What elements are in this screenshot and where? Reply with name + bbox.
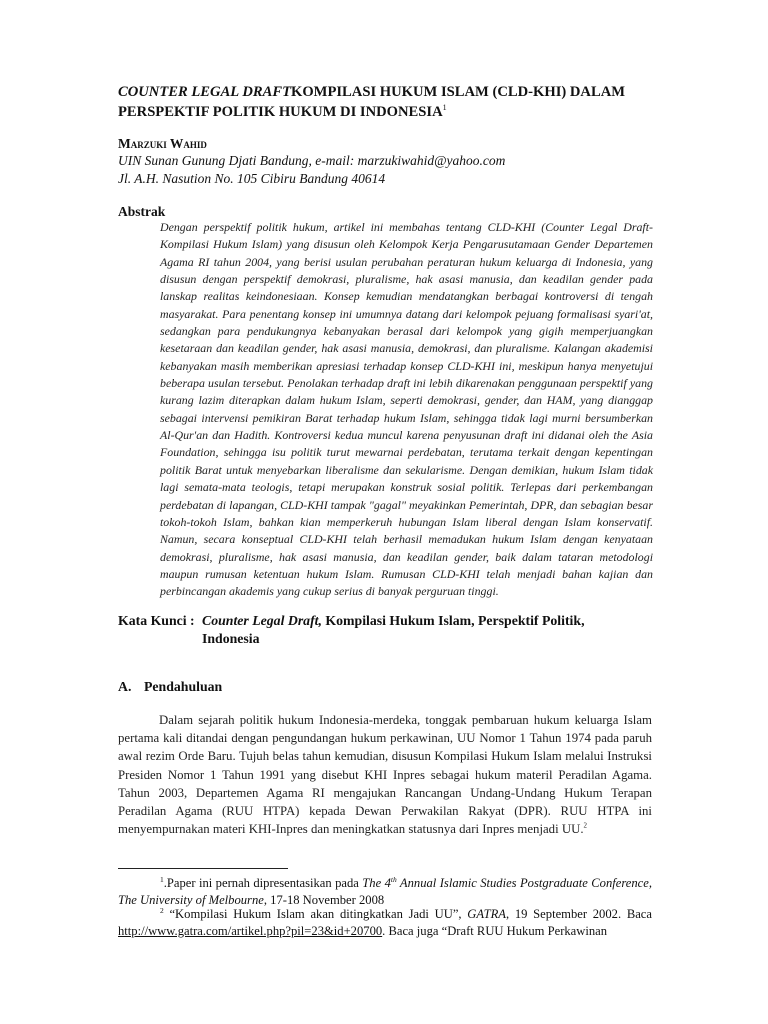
abstract-heading: Abstrak [118,204,166,219]
body-paragraph-text: Dalam sejarah politik hukum Indonesia-merdeka, tonggak pembaruan hukum keluarga Islam pertama kali ditandai dengan pengundangan hukum perkawinan, UU Nomor 1 Tahun 1974 pada paruh awal rezim Orde Baru. Tujuh belas tahun kemudian, disusun Kompilasi Hukum Islam melalui Instruksi Presiden Nomor 1 Tahun 1991 yang disebut KHI Inpres sebagai hukum materil Peradilan Agama. Tahun 2003, Departemen Agama RI mengajukan Rancangan Undang-Undang Hukum Terapan Peradilan Agama (RUU HTPA) kepada Dewan Perwakilan Rakyat (DPR). RUU HTPA ini menyempurnakan materi KHI-Inpres dan meningkatkan statusnya dari Inpres menjadi UU. [118,713,652,837]
abstract-text: Dengan perspektif politik hukum, artikel ini membahas tentang CLD-KHI (Counter Legal Draft-Kompilasi Hukum Islam) yang disusun oleh Kelompok Kerja Pengarusutamaan Gender Departemen Agama RI tahun 2004, yang berisi usulan perubahan peraturan hukum keluarga di Indonesia, yang disusun dengan perspektif demokrasi, pluralisme, hak asasi manusia, dan keadilan gender pada lanskap realitas keindonesiaan. Konsep kemudian mendatangkan berbagai kontroversi di tengah masyarakat. Para penentang konsep ini umumnya datang dari kelompok pejuang formalisasi syari'at, sedangkan para pendukungnya kebanyakan berasal dari kelompok yang gigih memperjuangkan kesetaraan dan keadilan gender, hak asasi manusia, demokrasi, dan pluralisme. Kalangan akademisi kebanyakan masih memberikan apresiasi terhadap konsep CLD-KHI ini, meskipun hanya menyetujui beberapa usulan tersebut. Penolakan terhadap draft ini lebih dikarenakan penggunaan perspektif yang kurang lazim diterapkan dalam hukum Islam, seperti demokrasi, gender, dan HAM, yang dianggap sebagai intervensi pemikiran Barat terhadap hukum Islam, sehingga tidak lagi murni bersumberkan Al-Qur'an dan Hadith. Kontroversi kedua muncul karena penyusunan draft ini didanai oleh the Asia Foundation, sehingga isu politik turut mewarnai perdebatan, terutama terkait dengan kepentingan politik Barat untuk menyebarkan liberalisme dan sekularisme. Dengan demikian, hukum Islam tidak lagi semata-mata teologis, tetapi merupakan konstruk sosial politik. Terlepas dari perkembangan perdebatan di lapangan, CLD-KHI tampak "gagal" meyakinkan Pemerintah, DPR, dan sebagian besar tokoh-tokoh Islam, bahkan kian memperkeruh hubungan Islam liberal dengan Islam konservatif. Namun, secara konseptual CLD-KHI telah berhasil memadukan hukum Islam dengan kenyataan demokrasi, pluralisme, hak asasi manusia, dan keadilan gender, baik dalam tataran metodologi maupun rumusan ketentuan hukum Islam. Rumusan CLD-KHI telah menjadi bahan kajian dan perbincangan akademis yang cukup serius di banyak perguruan tinggi. [160,220,653,599]
author-address: Jl. A.H. Nasution No. 105 Cibiru Bandung 40614 [118,171,386,186]
footnote-2-link[interactable]: http://www.gatra.com/artikel.php?pil=23&id+20700 [118,924,383,938]
author-name: Marzuki Wahid [118,136,207,151]
footnote-2-mark: 2 [160,905,164,915]
footnote-2 [118,906,652,940]
footnote-1 [118,875,652,909]
title-italic-part: COUNTER LEGAL DRAFT [118,84,291,100]
footnote-1-mark: 1 [160,874,164,884]
body-paragraph [118,711,652,838]
footnote-1-italic-b: Annual Islamic Studies Postgraduate Conference, The University of Melbourne [118,876,652,907]
body-footnote-ref[interactable]: 2 [583,821,588,830]
title-line-1: KOMPILASI HUKUM ISLAM (CLD-KHI) DALAM [290,84,626,100]
title-footnote-ref[interactable]: 1 [442,103,447,113]
footnote-2-mid: , 19 September 2002. Baca [506,907,652,921]
footnote-2-post: . Baca juga “Draft RUU Hukum Perkawinan [382,924,608,938]
keywords-label: Kata Kunci : [118,613,195,628]
author-affiliation: UIN Sunan Gunung Djati Bandung, e-mail: marzukiwahid@yahoo.com [118,153,506,168]
section-title: Pendahuluan [144,679,223,694]
footnote-1-pre: .Paper ini pernah dipresentasikan pada [163,876,363,890]
footnote-1-sup: th [390,874,397,884]
keywords-rest: Kompilasi Hukum Islam, Perspektif Politik, Indonesia [202,613,585,646]
paper-title [118,82,658,122]
keywords-list [202,612,622,648]
footnote-1-italic-a: The 4 [362,876,391,890]
section-number: A. [118,679,132,694]
keywords-italic: Counter Legal Draft, [202,613,322,628]
footnote-2-italic: GATRA [467,907,506,921]
title-line-2: PERSPEKTIF POLITIK HUKUM DI INDONESIA [118,104,443,120]
footnote-separator [118,868,288,869]
footnote-1-post: , 17-18 November 2008 [263,893,385,907]
footnote-2-pre: “Kompilasi Hukum Islam akan ditingkatkan Jadi UU”, [163,907,468,921]
